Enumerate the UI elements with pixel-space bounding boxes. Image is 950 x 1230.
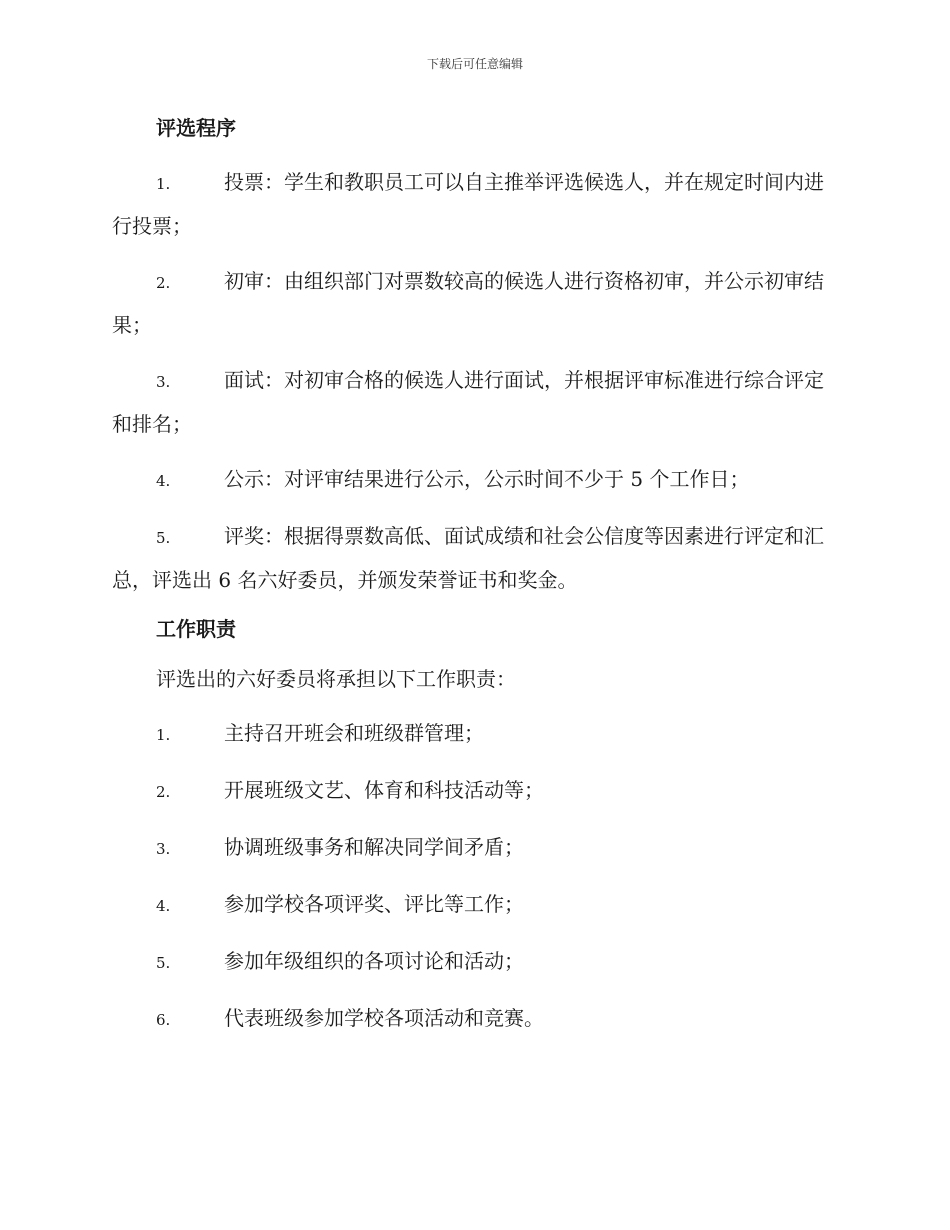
list-item-text: 公示：对评审结果进行公示，公示时间不少于 5 个工作日； bbox=[224, 467, 750, 491]
list-item-number: 1. bbox=[156, 726, 171, 744]
job-duties-intro: 评选出的六好委员将承担以下工作职责： bbox=[156, 667, 516, 691]
document-body bbox=[112, 108, 834, 1041]
list-item bbox=[112, 260, 834, 346]
list-item bbox=[112, 515, 834, 601]
list-item-text: 评奖：根据得票数高低、面试成绩和社会公信度等因素进行评定和汇总，评选出 6 名六好委员，并颁发荣誉证书和奖金。 bbox=[112, 524, 824, 592]
list-item-text: 协调班级事务和解决同学间矛盾； bbox=[224, 835, 524, 859]
list-item-number: 3. bbox=[156, 840, 171, 858]
list-item-text: 参加学校各项评奖、评比等工作； bbox=[224, 892, 524, 916]
list-item-text: 初审：由组织部门对票数较高的候选人进行资格初审，并公示初审结果； bbox=[112, 269, 824, 337]
list-item-number: 5. bbox=[156, 954, 171, 972]
list-item bbox=[112, 712, 834, 756]
list-item bbox=[112, 997, 834, 1041]
header-note: 下载后可任意编辑 bbox=[426, 57, 523, 71]
list-item-number: 1. bbox=[156, 175, 171, 193]
list-item-text: 开展班级文艺、体育和科技活动等； bbox=[224, 778, 544, 802]
list-item-text: 代表班级参加学校各项活动和竞赛。 bbox=[224, 1006, 544, 1030]
section-heading-selection-procedure: 评选程序 bbox=[156, 116, 236, 140]
list-item bbox=[112, 458, 834, 502]
list-item-number: 6. bbox=[156, 1011, 171, 1029]
list-item-number: 4. bbox=[156, 897, 171, 915]
job-duties-list bbox=[112, 712, 834, 1041]
list-item-number: 3. bbox=[156, 373, 171, 391]
list-item bbox=[112, 359, 834, 445]
list-item bbox=[112, 883, 834, 927]
list-item-number: 4. bbox=[156, 472, 171, 490]
list-item bbox=[112, 161, 834, 247]
list-item-text: 参加年级组织的各项讨论和活动； bbox=[224, 949, 524, 973]
list-item bbox=[112, 940, 834, 984]
list-item-text: 主持召开班会和班级群管理； bbox=[224, 721, 484, 745]
list-item-text: 投票：学生和教职员工可以自主推举评选候选人，并在规定时间内进行投票； bbox=[112, 170, 824, 238]
list-item-text: 面试：对初审合格的候选人进行面试，并根据评审标准进行综合评定和排名； bbox=[112, 368, 824, 436]
list-item bbox=[112, 826, 834, 870]
section-heading-job-duties: 工作职责 bbox=[156, 617, 236, 641]
selection-procedure-list bbox=[112, 161, 834, 601]
list-item-number: 2. bbox=[156, 274, 171, 292]
list-item-number: 5. bbox=[156, 529, 171, 547]
list-item bbox=[112, 769, 834, 813]
list-item-number: 2. bbox=[156, 783, 171, 801]
